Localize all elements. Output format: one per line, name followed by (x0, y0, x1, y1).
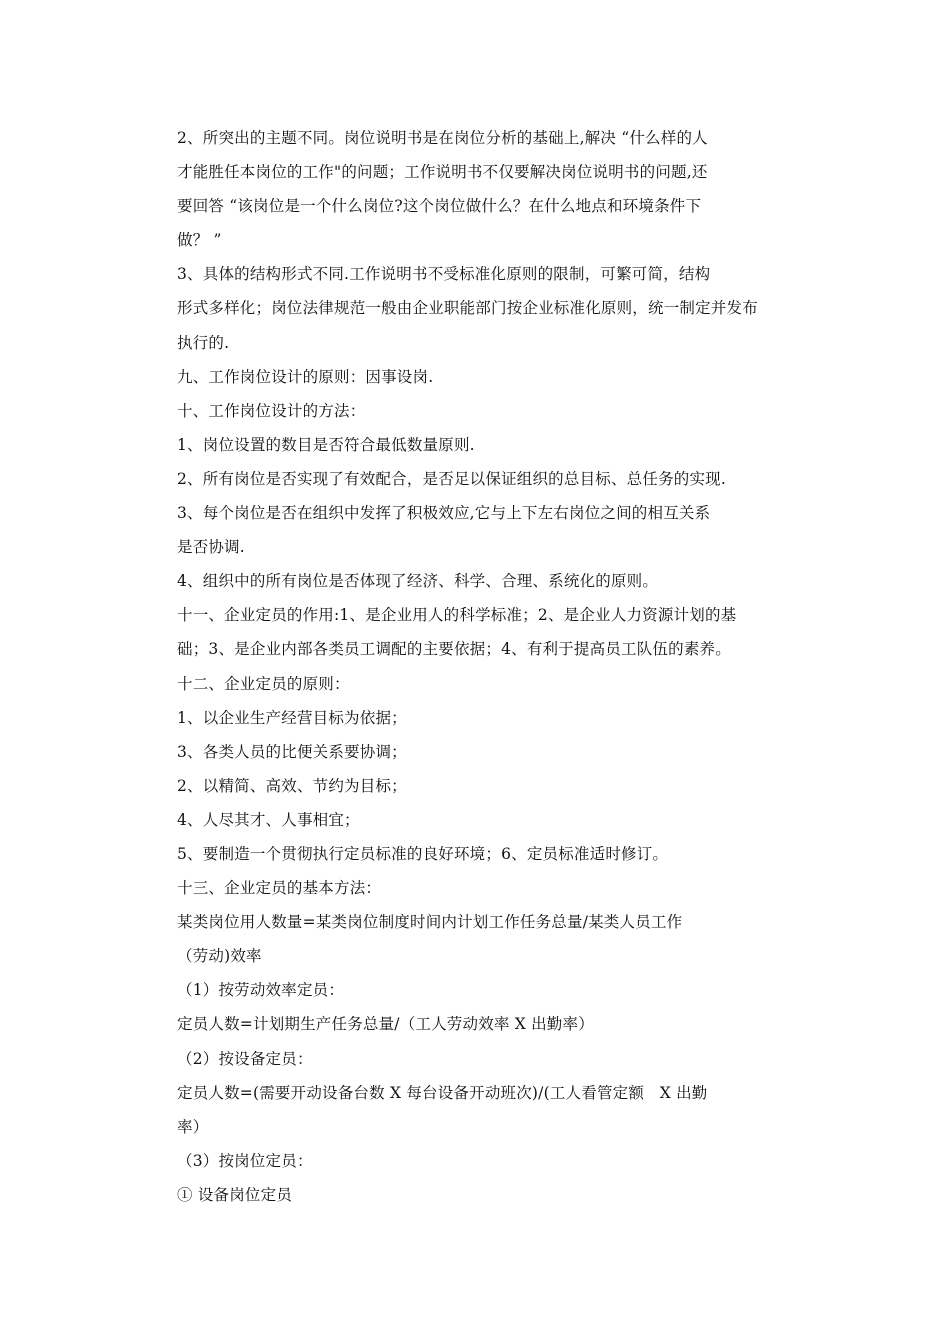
formula-line: 定员人数=计划期生产任务总量/（工人劳动效率 X 出勤率） (177, 1015, 594, 1034)
text-line: 2、所有岗位是否实现了有效配合，是否足以保证组织的总目标、总任务的实现. (177, 469, 726, 488)
text-line: 1、以企业生产经营目标为依据； (177, 708, 407, 727)
text-line: 1、岗位设置的数目是否符合最低数量原则. (177, 435, 475, 454)
text-line: 执行的. (177, 333, 230, 352)
text-line: 4、组织中的所有岗位是否体现了经济、科学、合理、系统化的原则。 (177, 572, 659, 591)
formula-line: （劳动)效率 (177, 947, 262, 966)
section-heading: 十二、企业定员的原则： (177, 674, 350, 693)
section-heading: 十一、企业定员的作用:1、是企业用人的科学标准；2、是企业人力资源计划的基 (177, 606, 737, 625)
subsection-heading: （1）按劳动效率定员： (177, 981, 345, 1000)
text-line: 3、各类人员的比便关系要协调； (177, 742, 407, 761)
text-line: 3、具体的结构形式不同.工作说明书不受标准化原则的限制，可繁可简，结构 (177, 265, 711, 284)
text-line: 是否协调. (177, 538, 245, 557)
subsection-heading: （3）按岗位定员： (177, 1151, 313, 1170)
text-line: 础；3、是企业内部各类员工调配的主要依据；4、有利于提高员工队伍的素养。 (177, 640, 731, 659)
text-line: 3、每个岗位是否在组织中发挥了积极效应,它与上下左右岗位之间的相互关系 (177, 504, 711, 523)
formula-line: 定员人数=(需要开动设备台数 X 每台设备开动班次)/(工人看管定额 X 出勤 (177, 1083, 708, 1102)
section-heading: 十三、企业定员的基本方法： (177, 879, 382, 898)
formula-line: 某类岗位用人数量=某类岗位制度时间内计划工作任务总量/某类人员工作 (177, 913, 683, 932)
text-line: 形式多样化；岗位法律规范一般由企业职能部门按企业标准化原则，统一制定并发布 (177, 299, 758, 318)
section-heading: 十、工作岗位设计的方法： (177, 401, 366, 420)
text-line: 才能胜任本岗位的工作"的问题；工作说明书不仅要解决岗位说明书的问题,还 (177, 163, 708, 182)
text-line: 2、所突出的主题不同。岗位说明书是在岗位分析的基础上,解决 “什么样的人 (177, 129, 708, 147)
formula-line: 率） (177, 1117, 209, 1136)
text-line: 4、人尽其才、人事相宜； (177, 810, 360, 829)
text-line: ① 设备岗位定员 (177, 1185, 293, 1204)
text-line: 做？ ” (177, 231, 222, 250)
section-heading: 九、工作岗位设计的原则：因事设岗. (177, 367, 434, 386)
text-line: 2、以精简、高效、节约为目标； (177, 776, 407, 795)
document-body (177, 121, 817, 1212)
text-line: 5、要制造一个贯彻执行定员标准的良好环境；6、定员标准适时修订。 (177, 844, 669, 863)
subsection-heading: （2）按设备定员： (177, 1049, 313, 1068)
text-line: 要回答 “该岗位是一个什么岗位?这个岗位做什么？在什么地点和环境条件下 (177, 197, 702, 216)
